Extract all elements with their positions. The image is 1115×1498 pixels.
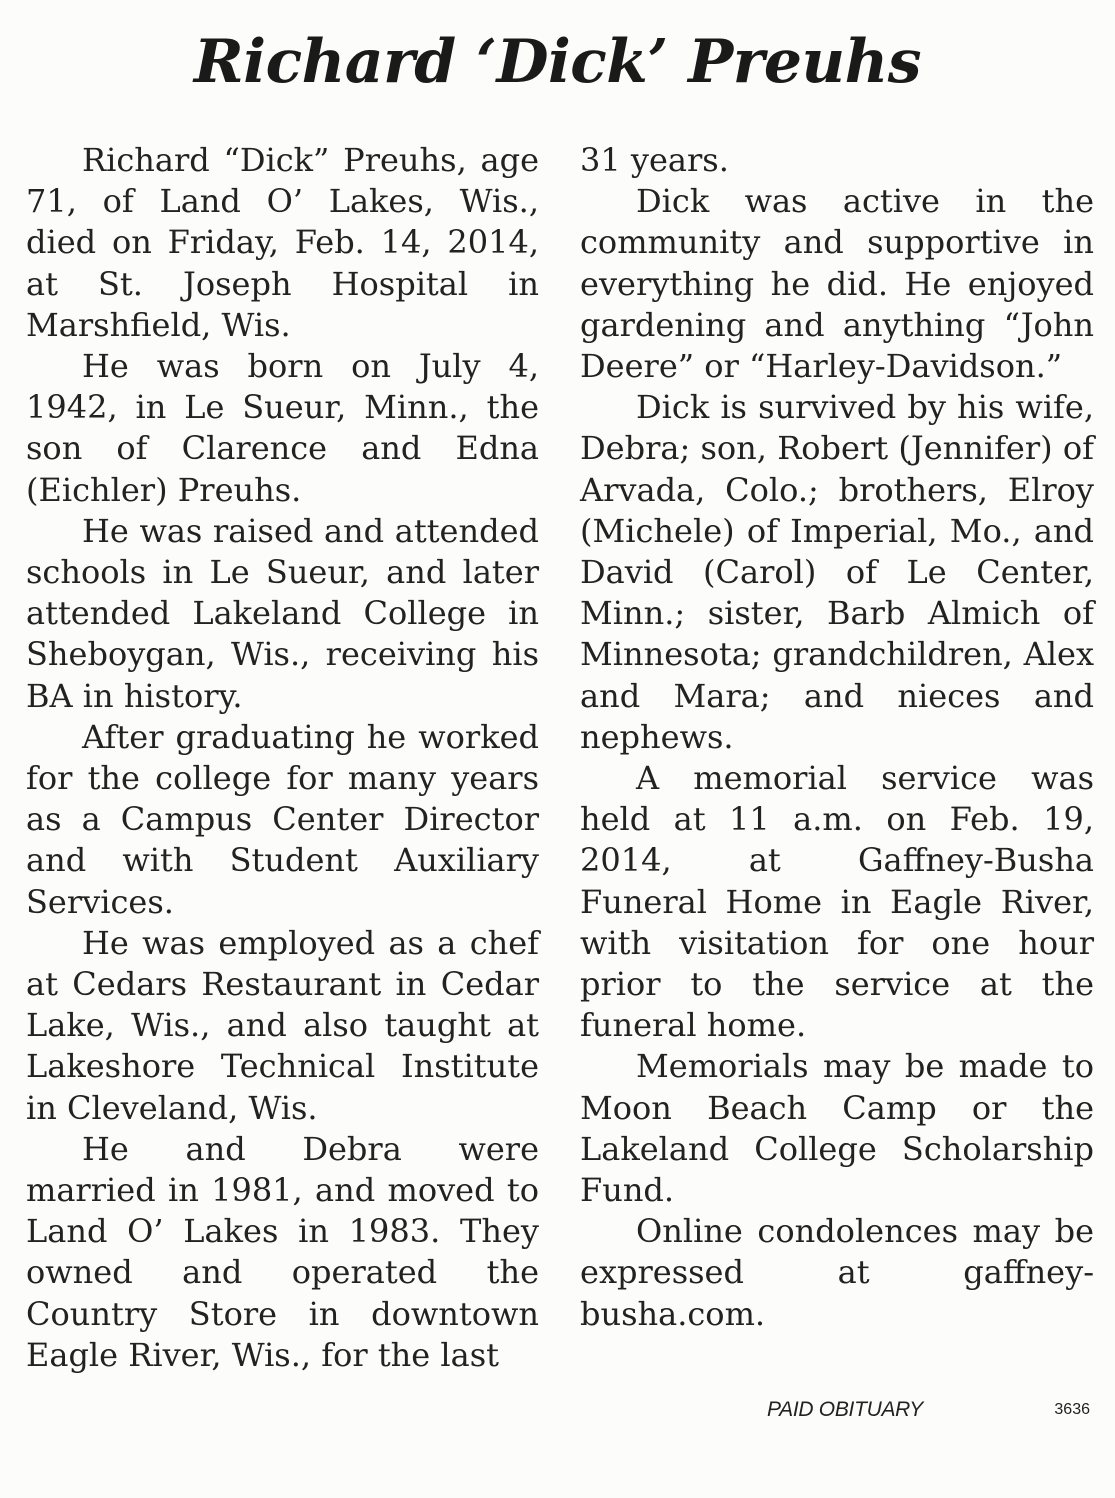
paragraph-memorials: Memorials may be made to Moon Beach Camp or the Lakeland College Scholarship Fund. <box>580 1047 1094 1210</box>
obituary-headline: Richard ‘Dick’ Preuhs <box>193 27 922 97</box>
paragraph-death-notice: Richard “Dick” Preuhs, age 71, of Land O’ Lakes, Wis., died on Friday, Feb. 14, 2014, at St. Joseph Hospital in Marshfield, Wis. <box>26 141 539 344</box>
paragraph-condolences: Online condolences may be expressed at gaffney-busha.com. <box>580 1212 1094 1333</box>
obituary-footer <box>580 1396 1090 1426</box>
paragraph-education: He was raised and attended schools in Le Sueur, and later attended Lakeland College in Sheboygan, Wis., receiving his BA in history. <box>26 511 539 715</box>
paragraph-memorial-service: A memorial service was held at 11 a.m. on Feb. 19, 2014, at Gaffney-Busha Funeral Home in Eagle River, with visitation for one hour prior to the service at the funeral home. <box>580 759 1094 1045</box>
ad-code: 3636 <box>1054 1401 1090 1418</box>
paragraph-marriage: He and Debra were married in 1981, and moved to Land O’ Lakes in 1983. They owned and operated the Country Store in downtown Eagle River, Wis., for the last <box>26 1129 539 1374</box>
paragraph-survivors: Dick is survived by his wife, Debra; son, Robert (Jennifer) of Arvada, Colo.; brothers, Elroy (Michele) of Imperial, Mo., and David (Carol) of Le Center, Minn.; sister, Barb Almich of Minnesota; grandchildren, Alex and Mara; and nieces and nephews. <box>580 388 1094 756</box>
right-column <box>580 140 1094 1335</box>
paragraph-continuation: 31 years. <box>580 141 729 179</box>
paragraph-career-chef: He was employed as a chef at Cedars Restaurant in Cedar Lake, Wis., and also taught at Lakeshore Technical Institute in Cleveland, Wis. <box>26 923 539 1127</box>
paragraph-community: Dick was active in the community and supportive in everything he did. He enjoyed gardening and anything “John Deere” or “Harley-Davidson.” <box>580 182 1094 386</box>
left-column <box>26 140 539 1376</box>
paid-obituary-label: PAID OBITUARY <box>767 1398 923 1421</box>
paragraph-birth: He was born on July 4, 1942, in Le Sueur, Minn., the son of Clarence and Edna (Eichler) Preuhs. <box>26 347 539 509</box>
paragraph-career-college: After graduating he worked for the college for many years as a Campus Center Director and with Student Auxiliary Services. <box>26 717 539 921</box>
